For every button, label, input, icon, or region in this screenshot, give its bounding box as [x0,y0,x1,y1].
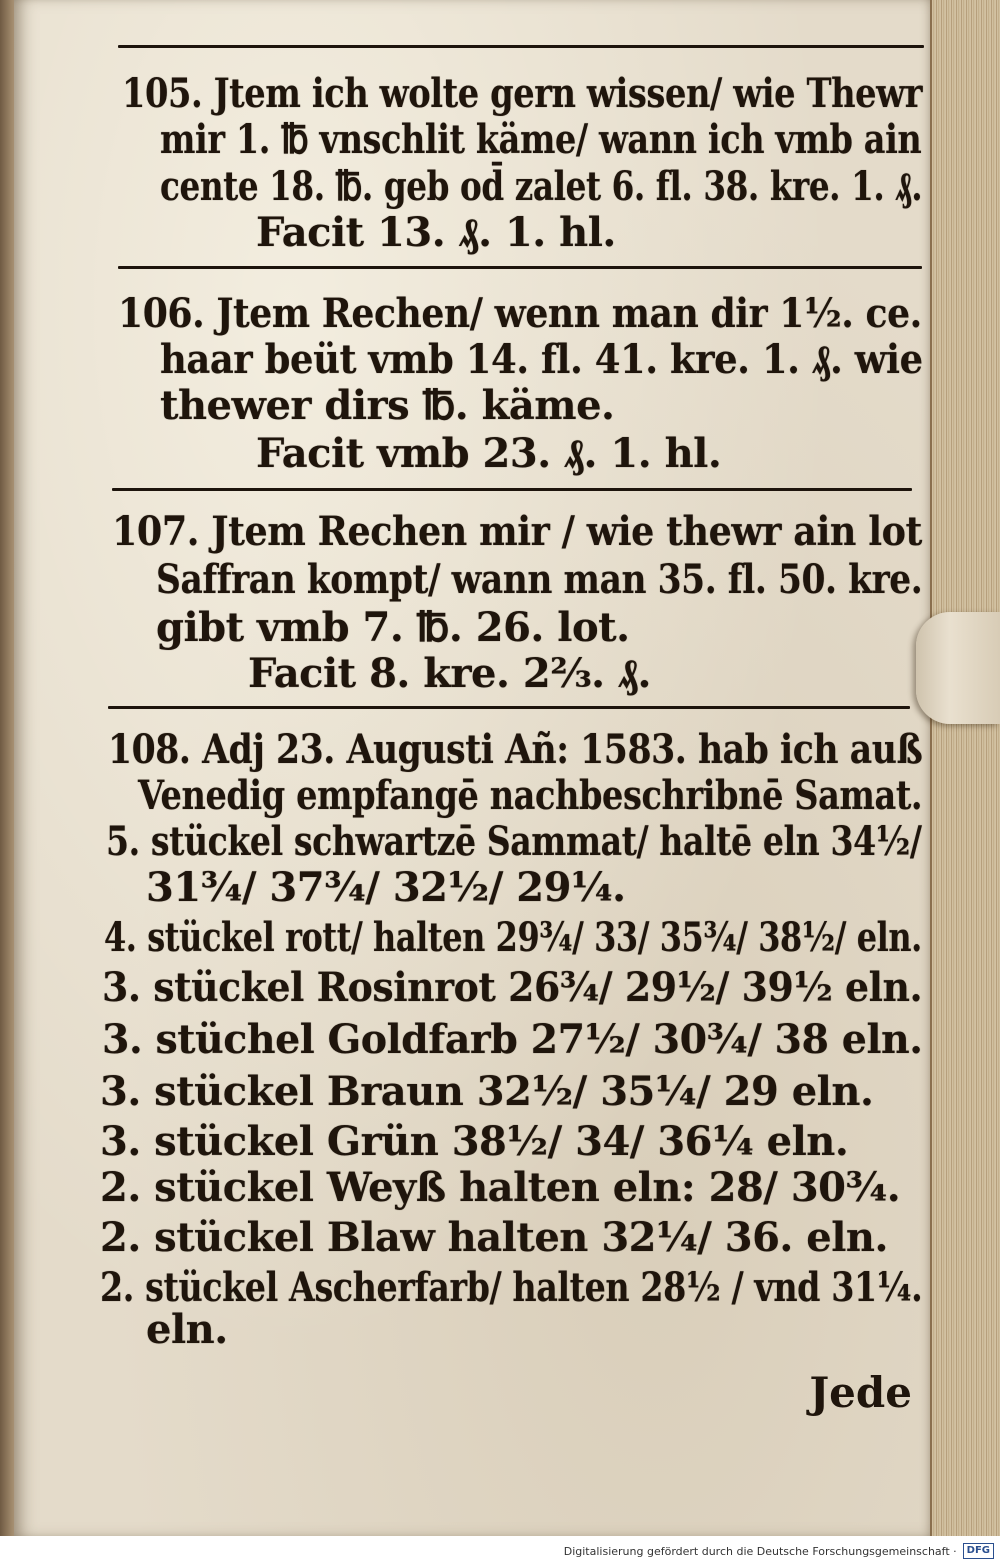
digitization-footer [0,1536,1000,1566]
entry-107-line-1: 107. Jtem Rechen mir / wie thewr ain lot [112,508,922,555]
entry-106-facit: Facit vmb 23. ₰. 1. hl. [256,430,722,477]
entry-108-line-8: 3. stückel Braun 32½/ 35¼/ 29 eln. [100,1068,874,1115]
entry-106-line-1: 106. Jtem Rechen/ wenn man dir 1½. ce. [118,290,922,337]
dfg-logo: DFG [963,1543,994,1559]
entry-108-line-2: Venedig empfangē nachbeschribnē Samat. [138,772,923,819]
entry-108-line-9: 3. stückel Grün 38½/ 34/ 36¼ eln. [100,1118,849,1165]
separator-rule [118,266,922,269]
entry-107-facit: Facit 8. kre. 2⅔. ₰. [248,650,651,697]
entry-107-line-2: Saffran kompt/ wann man 35. fl. 50. kre. [156,556,923,603]
separator-rule [112,488,912,491]
entry-106-line-2: haar beüt vmb 14. fl. 41. kre. 1. ₰. wie [160,336,923,383]
entry-108-line-1: 108. Adj 23. Augusti Añ: 1583. hab ich auß [108,726,923,773]
entry-108-line-6: 3. stückel Rosinrot 26¾/ 29½/ 39½ eln. [102,964,923,1011]
entry-108-line-5: 4. stückel rott/ halten 29¾/ 33/ 35¾/ 38½/ eln. [104,914,922,961]
entry-108-line-10: 2. stückel Weyß halten eln: 28/ 30¾. [100,1164,901,1211]
entry-106-line-3: thewer dirs ℔. käme. [160,382,615,429]
entry-105-line-1: 105. Jtem ich wolte gern wissen/ wie Thewr [122,70,923,117]
separator-rule [108,706,910,709]
entry-105-line-2: mir 1. ℔ vnschlit käme/ wann ich vmb ain [160,116,922,163]
entry-108-line-13: eln. [146,1306,228,1353]
entry-108-line-11: 2. stückel Blaw halten 32¼/ 36. eln. [100,1214,888,1261]
footer-text: Digitalisierung gefördert durch die Deutsche Forschungsgemeinschaft · [563,1544,957,1558]
entry-108-line-7: 3. stüchel Goldfarb 27½/ 30¾/ 38 eln. [102,1016,923,1063]
page-clip [916,612,1000,724]
entry-105-facit: Facit 13. ₰. 1. hl. [256,209,616,256]
entry-108-line-3: 5. stückel schwartzē Sammat/ haltē eln 34½/ [106,818,922,865]
top-rule [118,45,924,48]
entry-108-line-12: 2. stückel Ascherfarb/ halten 28½ / vnd 31¼. [100,1264,923,1311]
catchword: Jede [809,1368,912,1417]
entry-107-line-3: gibt vmb 7. ℔. 26. lot. [156,604,630,651]
entry-105-line-3: cente 18. ℔. geb od̄ zalet 6. fl. 38. kre. 1. ₰. [160,163,923,210]
entry-108-line-4: 31¾/ 37¾/ 32½/ 29¼. [146,864,626,911]
book-page-edges [930,0,1000,1536]
